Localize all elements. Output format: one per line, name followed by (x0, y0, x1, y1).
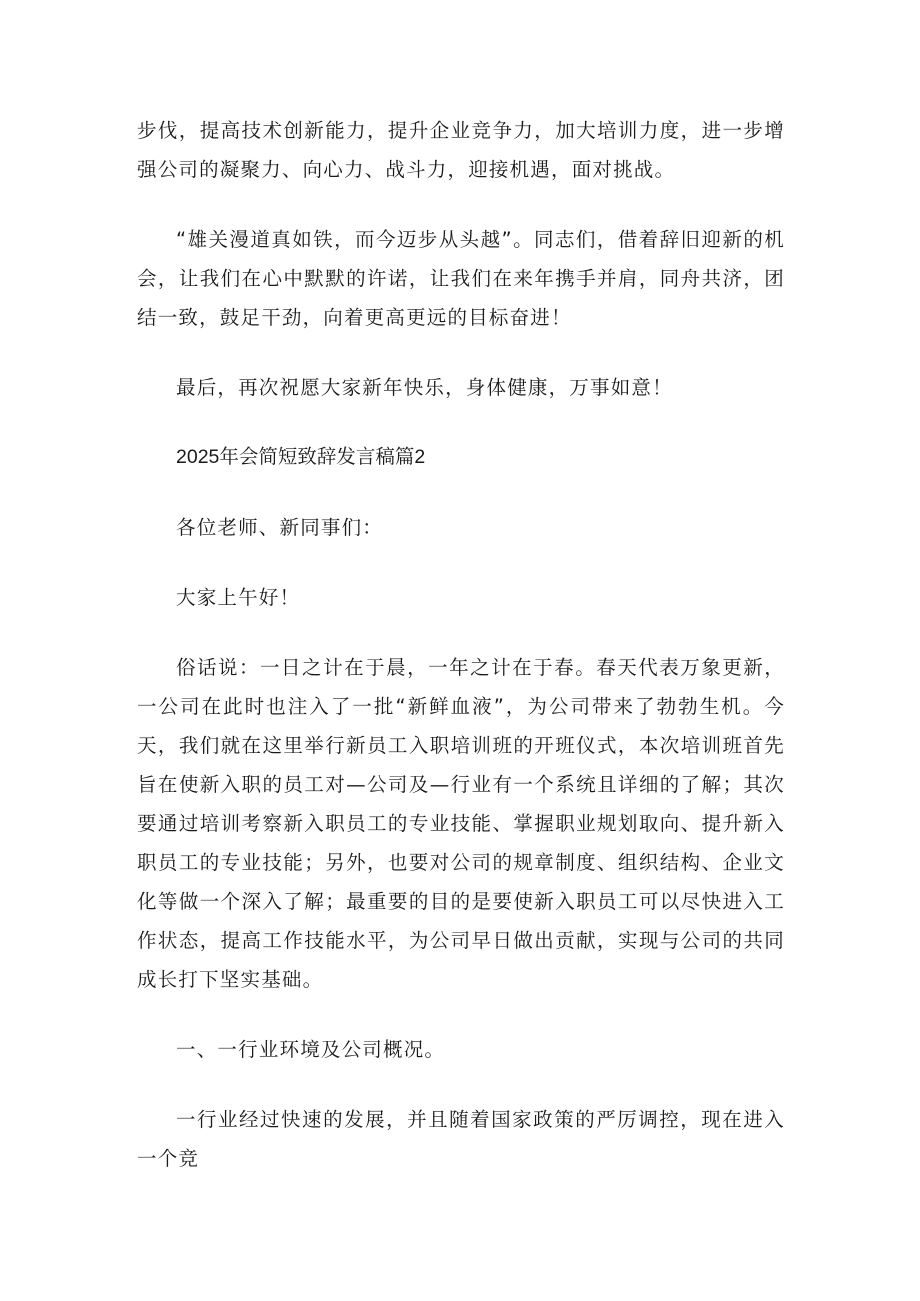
paragraph-industry: 一行业经过快速的发展，并且随着国家政策的严厉调控，现在进入一个竞 (137, 1108, 785, 1170)
paragraph-subheading: 一、一行业环境及公司概况。 (176, 1038, 446, 1061)
paragraph-quote: “雄关漫道真如铁，而今迈步从头越”。同志们，借着辞旧迎新的机会，让我们在心中默默的许诺，让我们在来年携手并肩，同舟共济，团结一致，鼓足干劲，向着更高更远的目标奋进！ (137, 228, 785, 329)
document-body (137, 111, 785, 1209)
paragraph-body: 俗话说：一日之计在于晨，一年之计在于春。春天代表万象更新，一公司在此时也注入了一批“新鲜血液”，为公司带来了勃勃生机。今天，我们就在这里举行新员工入职培训班的开班仪式，本次培训班首先旨在使新入职的员工对—公司及—行业有一个系统且详细的了解；其次要通过培训考察新入职员工的专业技能、掌握职业规划取向、提升新入职员工的专业技能；另外，也要对公司的规章制度、组织结构、企业文化等做一个深入了解；最重要的目的是要使新入职员工可以尽快进入工作状态，提高工作技能水平，为公司早日做出贡献，实现与公司的共同成长打下坚实基础。 (137, 656, 785, 991)
section-heading: 2025年会简短致辞发言稿篇2 (176, 446, 426, 468)
paragraph-salutation: 各位老师、新同事们： (176, 516, 384, 539)
paragraph-greeting: 大家上午好！ (176, 586, 301, 609)
paragraph-closing-wishes: 最后，再次祝愿大家新年快乐，身体健康，万事如意！ (176, 376, 673, 399)
paragraph-continuation: 步伐，提高技术创新能力，提升企业竞争力，加大培训力度，进一步增强公司的凝聚力、向心力、战斗力，迎接机遇，面对挑战。 (137, 119, 785, 181)
